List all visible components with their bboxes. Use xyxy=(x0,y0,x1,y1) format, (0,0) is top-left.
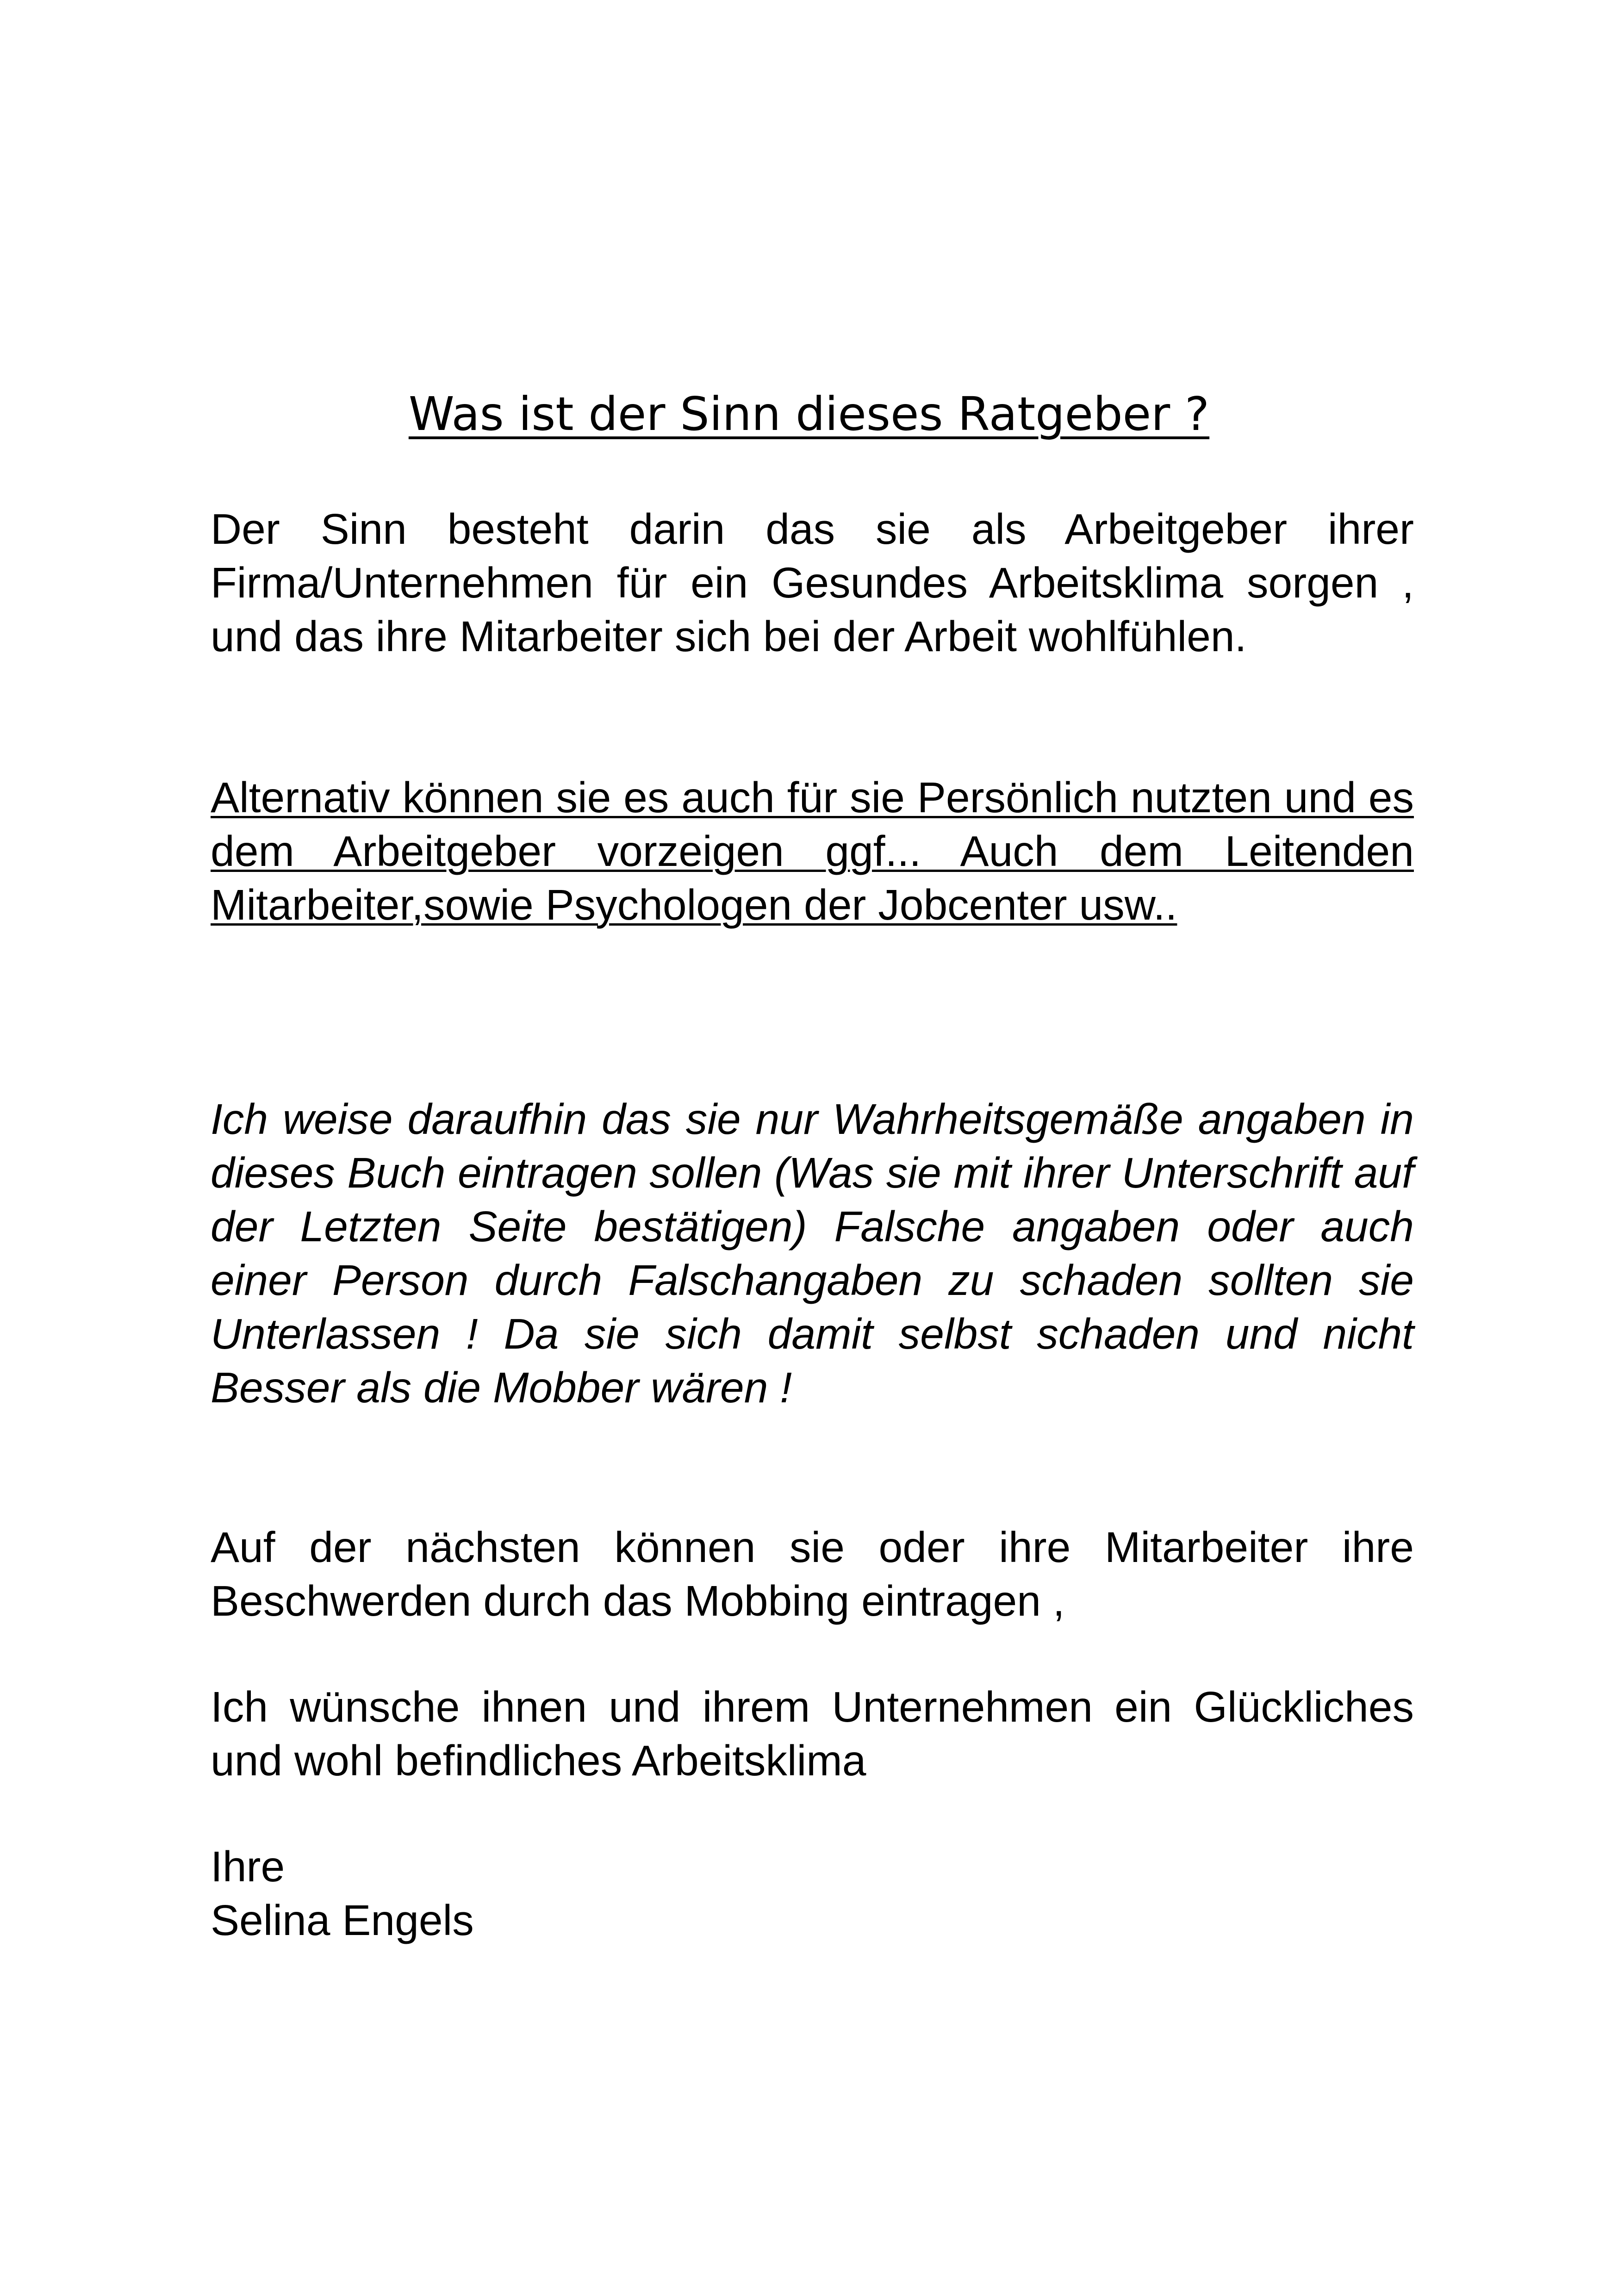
page-title: Was ist der Sinn dieses Ratgeber ? xyxy=(408,387,1210,441)
paragraph-truthfulness-notice: Ich weise daraufhin das sie nur Wahrheitsgemäße angaben in dieses Buch eintragen sollen (Was sie mit ihrer Unterschrift auf der Letzten Seite bestätigen) Falsche angaben oder auch einer Person durch Falschangaben zu schaden sollten sie Unterlassen ! Da sie sich damit selbst schaden und nicht Besser als die Mobber wären ! xyxy=(211,1095,1414,1412)
closing-text: Ihre xyxy=(211,1842,285,1891)
paragraph-next-page-info: Auf der nächsten können sie oder ihre Mitarbeiter ihre Beschwerden durch das Mobbing eintragen , xyxy=(211,1523,1414,1625)
paragraph-purpose: Der Sinn besteht darin das sie als Arbeitgeber ihrer Firma/Unternehmen für ein Gesundes Arbeitsklima sorgen , und das ihre Mitarbeiter sich bei der Arbeit wohlfühlen. xyxy=(211,505,1414,660)
paragraph-wishes: Ich wünsche ihnen und ihrem Unternehmen ein Glückliches und wohl befindliches Arbeitsklima xyxy=(211,1683,1414,1785)
paragraph-alternative-use: Alternativ können sie es auch für sie Persönlich nutzten und es dem Arbeitgeber vorzeigen ggf... Auch dem Leitenden Mitarbeiter,sowie Psychologen der Jobcenter usw.. xyxy=(211,773,1414,929)
signature-block xyxy=(211,1840,474,1947)
signature-name: Selina Engels xyxy=(211,1896,474,1944)
